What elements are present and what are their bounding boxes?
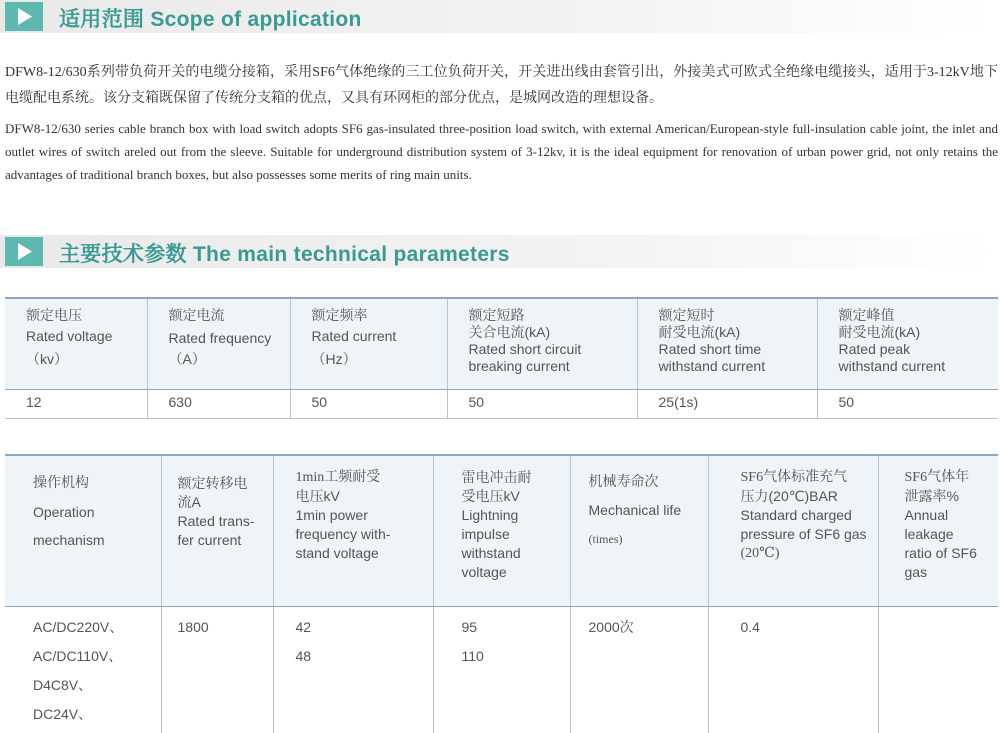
header-cell: SF6气体标准充气 压力(20℃)BAR Standard charged pressure of SF6 gas (20℃) [708,455,878,607]
value-cell: 50 [447,390,637,419]
header-cell: 额定转移电 流A Rated trans- fer current [161,455,273,607]
scope-text-chinese: DFW8-12/630系列带负荷开关的电缆分接箱，采用SF6气体绝缘的三工位负荷开关，开关进出线由套管引出，外接美式可欧式全绝缘电缆接头，适用于3-12kV地下电缆配电系统。该分支箱既保留了传统分支箱的优点，又具有环网柜的部分优点，是城网改造的理想设备。 [5,60,998,112]
transfer-current-cell: 1800 [161,607,273,733]
play-arrow-icon [5,2,43,31]
header-cell: 额定峰值 耐受电流(kA) Rated peak withstand current [817,298,998,390]
value-cell: 12 [5,390,147,419]
header-cell: 额定短时 耐受电流(kA) Rated short time withstand current [637,298,817,390]
power-frequency-cell: 42 48 [273,607,433,733]
table-row [5,607,998,733]
leakage-cell [878,607,998,733]
table-row [5,390,998,419]
params-title: 主要技术参数 The main technical parameters [59,238,510,268]
header-cell: 1min工频耐受 电压kV 1min power frequency with- stand voltage [273,455,433,607]
scope-title: 适用范围 Scope of application [59,3,362,33]
header-cell: 额定短路 关合电流(kA) Rated short circuit breaking current [447,298,637,390]
mechanism-cell: AC/DC220V、 AC/DC110V、 D4C8V、 DC24V、 [5,607,161,733]
scope-section-header [0,0,1000,33]
value-cell: 630 [147,390,290,419]
scope-text-english: DFW8-12/630 series cable branch box with load switch adopts SF6 gas-insulated three-position load switch, with external American/European-style full-insulation cable joint, the inlet and outlet wires of switch areled out from the sleeve. Suitable for underground distribution system of 3-12kv, it is the ideal equipment for renovation of urban power grid, not only retains the advantages of traditional branch boxes, but also possesses some merits of ring main units. [5,117,998,186]
header-cell: 操作机构 Operation mechanism [5,455,161,607]
value-cell: 50 [817,390,998,419]
parameters-table-2 [5,454,998,733]
header-cell: 额定频率 Rated current （Hz） [290,298,447,390]
table-header-row [5,455,998,607]
lightning-impulse-cell: 95 110 [433,607,570,733]
header-cell: SF6气体年 泄露率% Annual leakage ratio of SF6 gas [878,455,998,607]
play-arrow-icon [5,237,43,266]
header-cell: 雷电冲击耐 受电压kV Lightning impulse withstand voltage [433,455,570,607]
sf6-pressure-cell: 0.4 [708,607,878,733]
header-cell: 额定电压 Rated voltage （kv） [5,298,147,390]
header-cell: 额定电流 Rated frequency （A） [147,298,290,390]
value-cell: 50 [290,390,447,419]
parameters-table-1 [5,297,998,419]
header-cell: 机械寿命次 Mechanical life (times) [570,455,708,607]
value-cell: 25(1s) [637,390,817,419]
mechanical-life-cell: 2000次 [570,607,708,733]
params-section-header [0,235,1000,268]
table-header-row [5,298,998,390]
